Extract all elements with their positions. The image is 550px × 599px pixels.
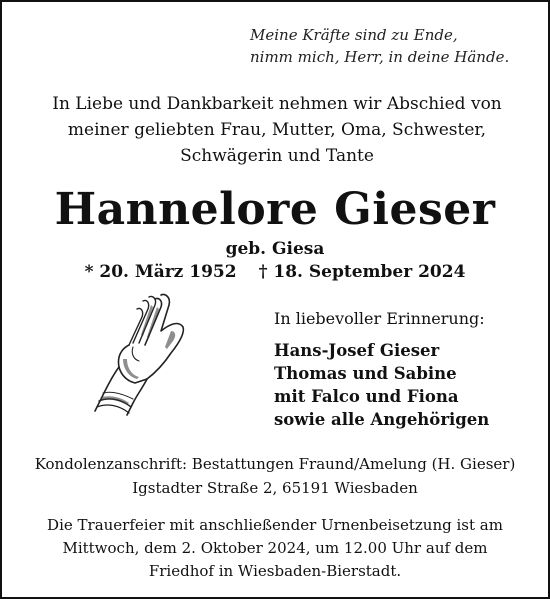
praying-hands-icon	[87, 287, 197, 419]
motto-line: nimm mich, Herr, in deine Hände.	[250, 48, 510, 66]
funeral-info	[2, 514, 548, 583]
intro-line: In Liebe und Dankbarkeit nehmen wir Abschied von	[52, 94, 502, 114]
motto-verse	[250, 24, 540, 68]
condolence-address	[2, 452, 548, 500]
mourner-name: Thomas und Sabine	[274, 364, 457, 383]
mourner-name: Hans-Josef Gieser	[274, 341, 440, 360]
death-date: † 18. September 2024	[258, 262, 466, 282]
intro-line: meiner geliebten Frau, Mutter, Oma, Schwester,	[67, 120, 487, 140]
memory-heading: In liebevoller Erinnerung:	[274, 309, 485, 328]
mourner-name: sowie alle Angehörigen	[274, 410, 490, 429]
intro-text	[22, 91, 532, 169]
funeral-line: Friedhof in Wiesbaden-Bierstadt.	[148, 562, 402, 580]
funeral-line: Die Trauerfeier mit anschließender Urnenbeisetzung ist am	[47, 516, 503, 534]
deceased-name: Hannelore Gieser	[54, 184, 496, 235]
birth-date: * 20. März 1952	[84, 262, 237, 282]
condolence-line: Kondolenzanschrift: Bestattungen Fraund/Amelung (H. Gieser)	[34, 455, 516, 473]
condolence-line: Igstadter Straße 2, 65191 Wiesbaden	[132, 479, 418, 497]
motto-line: Meine Kräfte sind zu Ende,	[250, 26, 458, 44]
funeral-line: Mittwoch, dem 2. Oktober 2024, um 12.00 Uhr auf dem	[62, 539, 488, 557]
mourners-list	[274, 339, 489, 431]
maiden-name: geb. Giesa	[225, 239, 325, 259]
life-dates	[2, 260, 548, 284]
mourner-name: mit Falco und Fiona	[274, 387, 459, 406]
intro-line: Schwägerin und Tante	[180, 146, 374, 166]
